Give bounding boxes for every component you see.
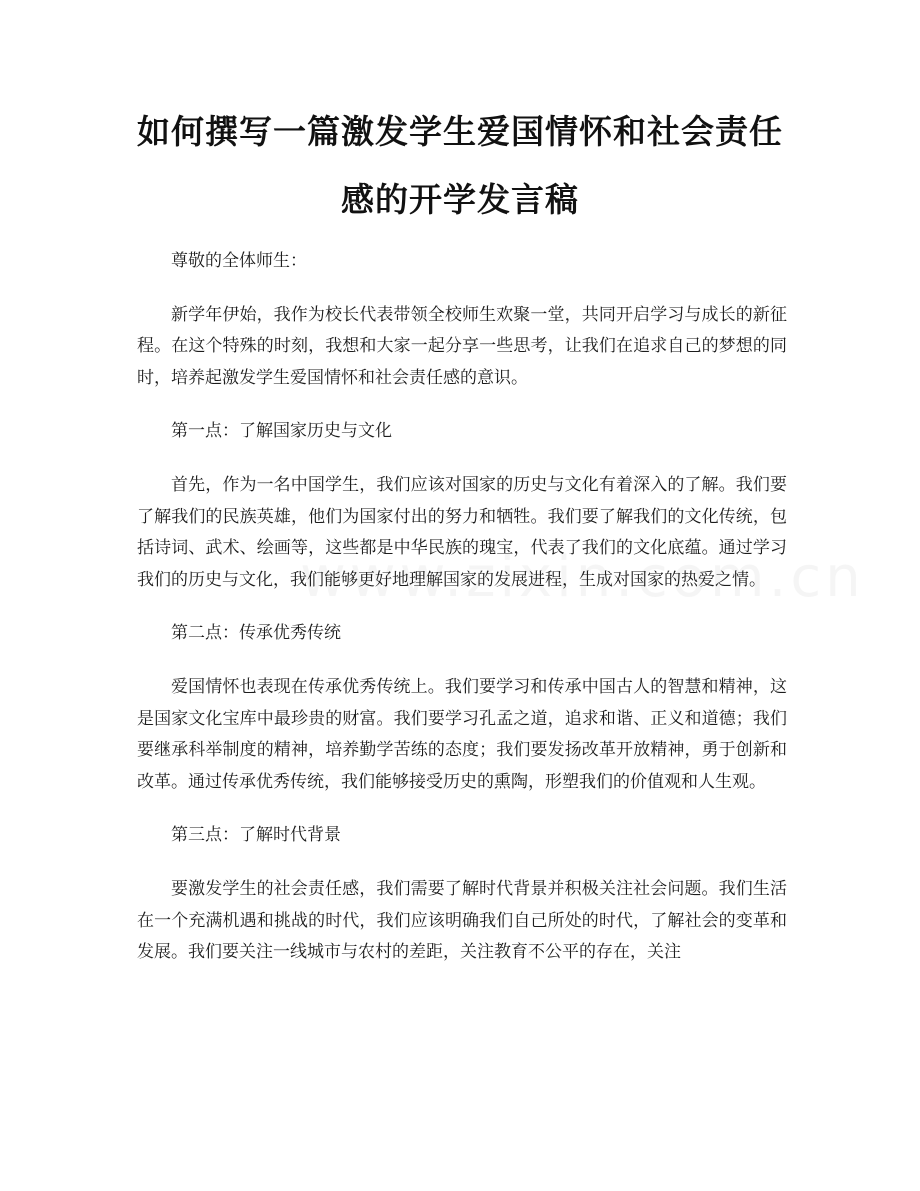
section-2-paragraph: 爱国情怀也表现在传承优秀传统上。我们要学习和传承中国古人的智慧和精神，这是国家文化宝库中最珍贵的财富。我们要学习孔孟之道，追求和谐、正义和道德；我们要继承科举制度的精神，培养勤学苦练的态度；我们要发扬改革开放精神，勇于创新和改革。通过传承优秀传统，我们能够接受历史的熏陶，形塑我们的价值观和人生观。 — [137, 676, 787, 792]
intro-paragraph: 新学年伊始，我作为校长代表带领全校师生欢聚一堂，共同开启学习与成长的新征程。在这个特殊的时刻，我想和大家一起分享一些思考，让我们在追求自己的梦想的同时，培养起激发学生爱国情怀和社会责任感的意识。 — [137, 304, 787, 388]
document-title: 如何撰写一篇激发学生爱国情怀和社会责任感的开学发言稿 — [137, 112, 783, 219]
document-body — [137, 246, 787, 991]
section-1-paragraph: 首先，作为一名中国学生，我们应该对国家的历史与文化有着深入的了解。我们要了解我们的民族英雄，他们为国家付出的努力和牺牲。我们要了解我们的文化传统，包括诗词、武术、绘画等，这些都是中华民族的瑰宝，代表了我们的文化底蕴。通过学习我们的历史与文化，我们能够更好地理解国家的发展进程，生成对国家的热爱之情。 — [137, 474, 787, 590]
greeting: 尊敬的全体师生： — [171, 251, 307, 271]
section-3-heading: 第三点：了解时代背景 — [171, 825, 341, 846]
section-3-paragraph: 要激发学生的社会责任感，我们需要了解时代背景并积极关注社会问题。我们生活在一个充满机遇和挑战的时代，我们应该明确我们自己所处的时代，了解社会的变革和发展。我们要关注一线城市与农村的差距，关注教育不公平的存在，关注 — [137, 878, 787, 963]
section-1-heading: 第一点：了解国家历史与文化 — [171, 421, 392, 442]
section-2-heading: 第二点：传承优秀传统 — [171, 623, 341, 644]
